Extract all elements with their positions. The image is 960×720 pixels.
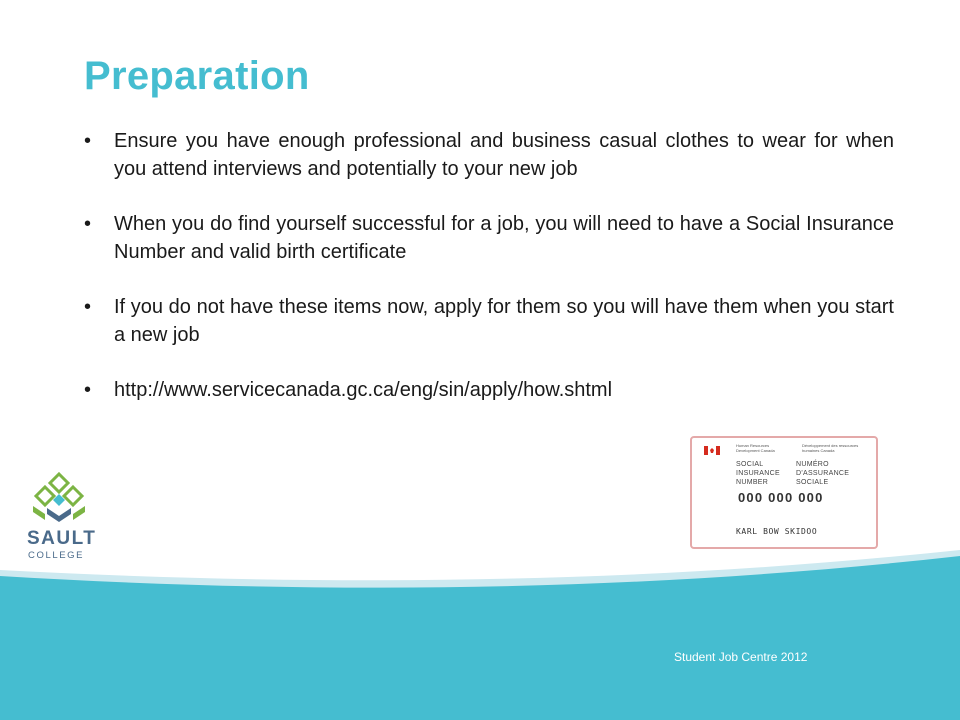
bullet-sin-certificate: • When you do find yourself successful for a job, you will need to have a Social Insurance Number and valid birth certificate (84, 210, 894, 266)
sin-card-image (690, 436, 878, 549)
slide-title: Preparation (84, 54, 310, 98)
logo-wordmark-college: COLLEGE (28, 550, 85, 561)
sault-college-mark-icon (29, 472, 89, 526)
card-label: D'ASSURANCE (796, 470, 850, 477)
card-labels-en (736, 460, 780, 487)
card-label: NUMBER (736, 479, 769, 486)
logo-wordmark-sault: SAULT (27, 528, 97, 549)
card-label: NUMÉRO (796, 461, 829, 468)
bottom-wave-decoration (0, 540, 960, 720)
bullet-list (84, 127, 894, 431)
card-department-fr: Développement des ressources humaines Canada (802, 443, 859, 453)
canada-flag-icon (704, 446, 720, 455)
card-holder-name: KARL BOW SKIDOO (736, 527, 818, 536)
card-labels-fr (796, 460, 849, 487)
card-label: INSURANCE (736, 470, 780, 477)
card-number: 000 000 000 (738, 490, 824, 505)
footer-text: Student Job Centre 2012 (674, 650, 808, 664)
bullet-clothes: • Ensure you have enough professional and business casual clothes to wear for when you attend interviews and potentially to your new job (84, 127, 894, 183)
card-department-en: Human Resources Development Canada (736, 443, 775, 453)
sault-college-logo (27, 472, 97, 570)
service-canada-link[interactable]: http://www.servicecanada.gc.ca/eng/sin/apply/how.shtml (114, 379, 613, 401)
bullet-apply: • If you do not have these items now, apply for them so you will have them when you start a new job (84, 293, 894, 349)
card-label: SOCIAL (736, 461, 764, 468)
bullet-link (84, 376, 894, 404)
card-label: SOCIALE (796, 479, 829, 486)
